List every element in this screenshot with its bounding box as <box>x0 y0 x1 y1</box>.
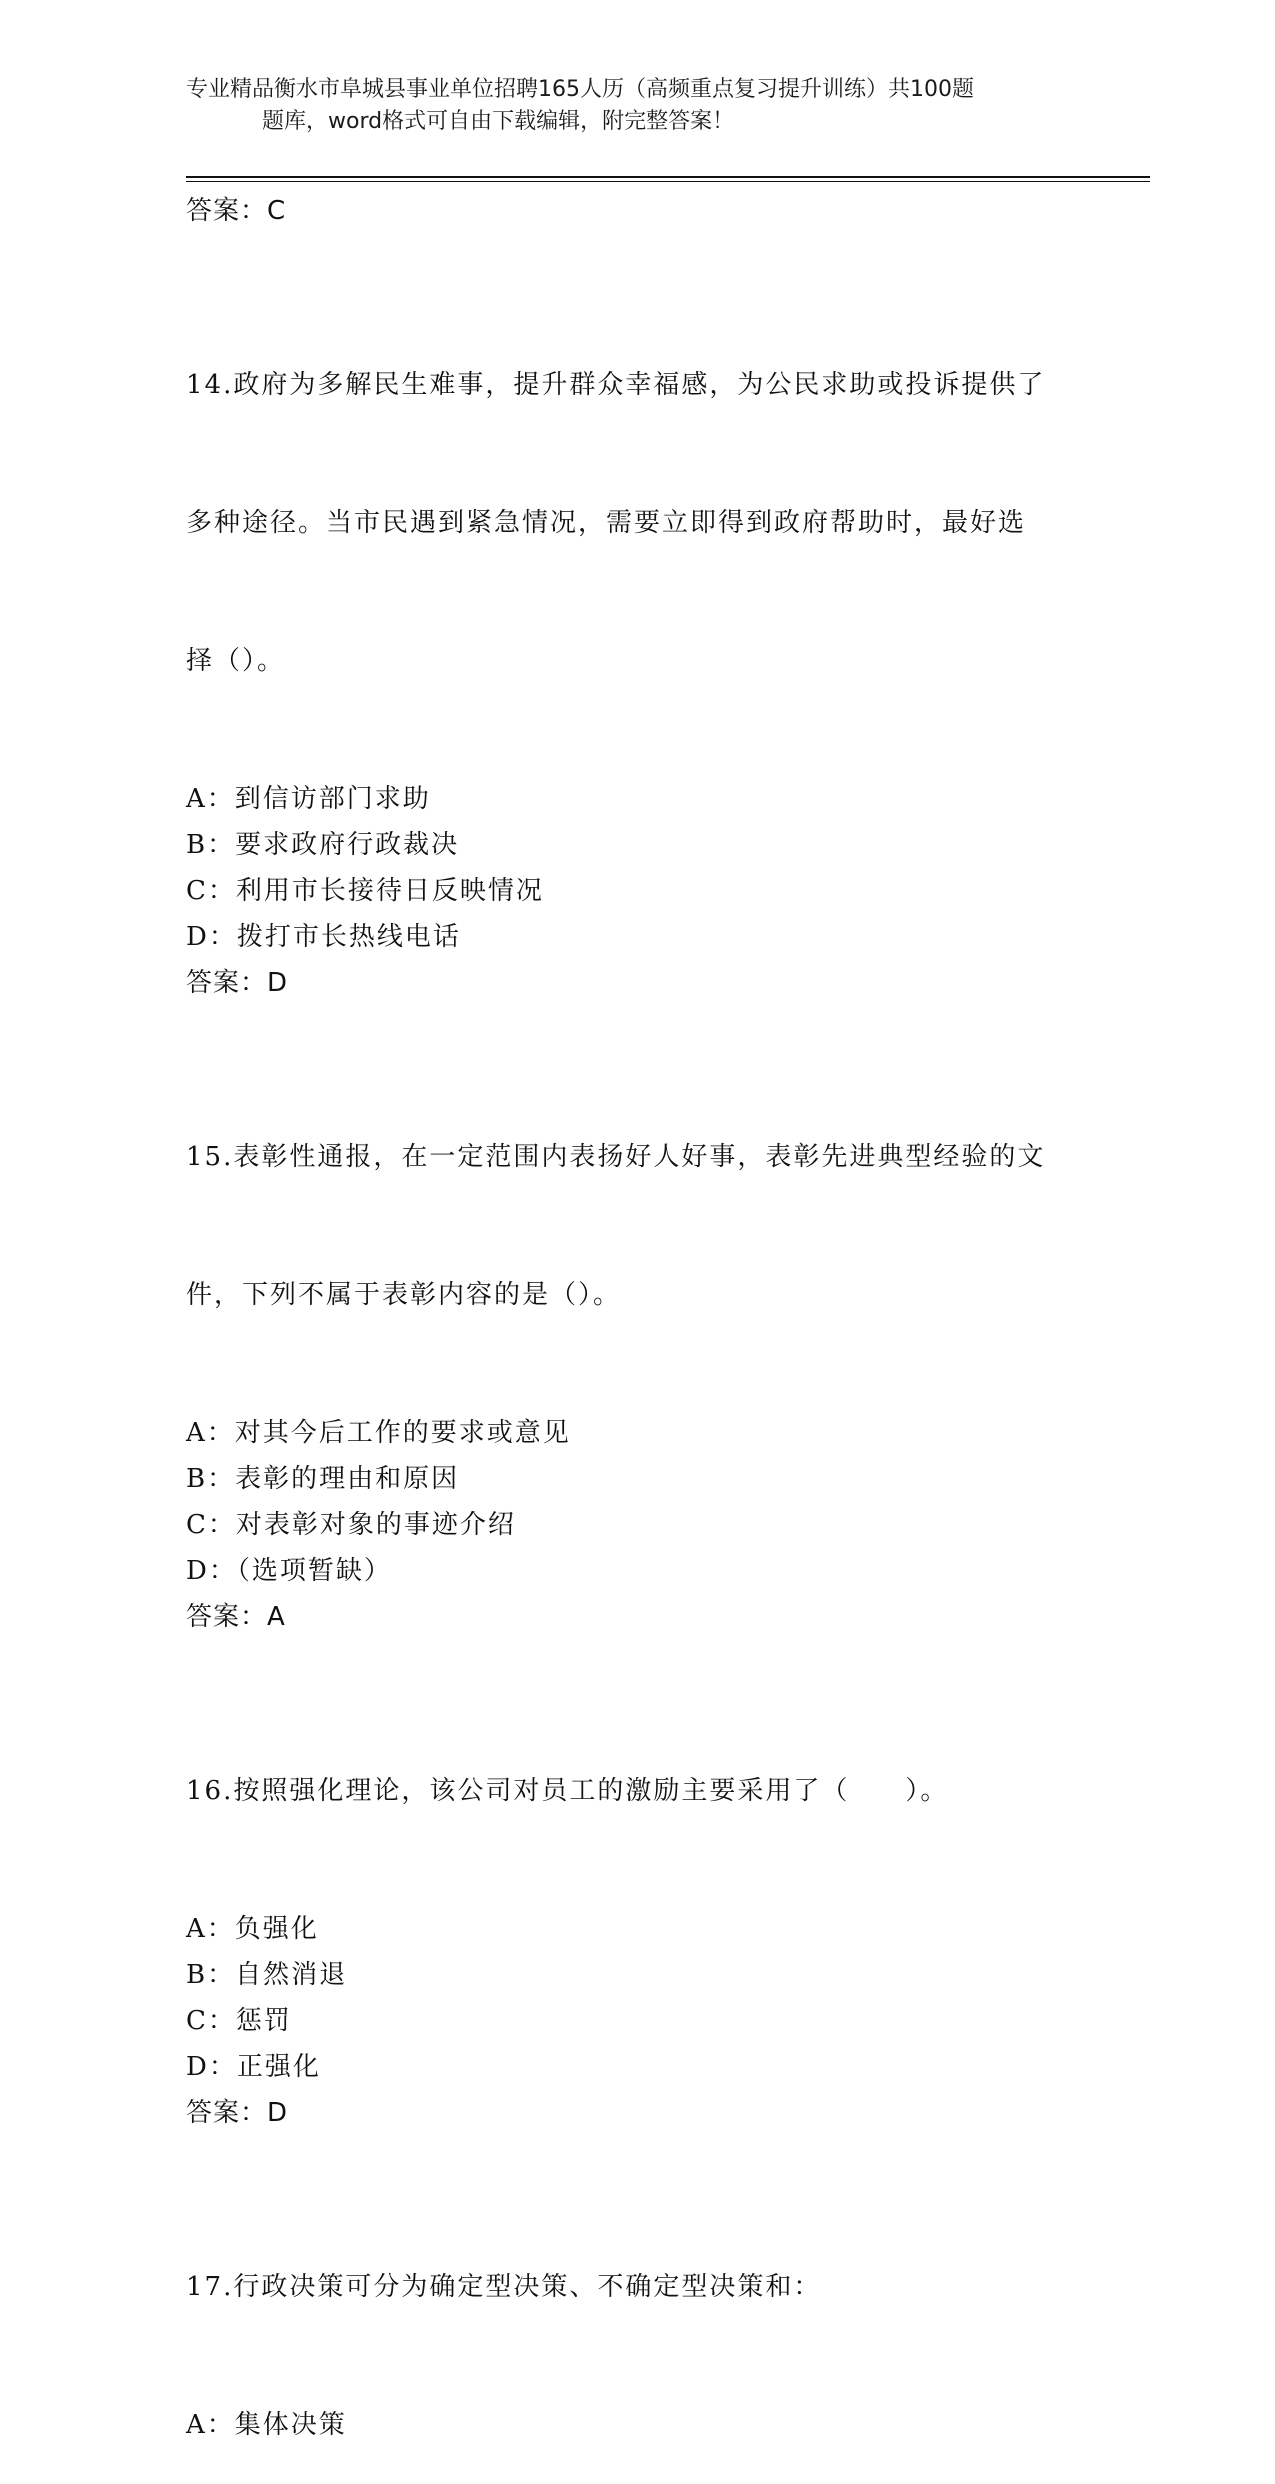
option-b: B：自然消退 <box>186 1960 348 1990</box>
option-a: A：集体决策 <box>186 2410 347 2440</box>
question-stem <box>186 2172 1086 2402</box>
stem-line: 多种途径。当市民遇到紧急情况，需要立即得到政府帮助时，最好选 <box>186 508 1027 538</box>
stem-line: 15.表彰性通报，在一定范围内表扬好人好事，表彰先进典型经验的文 <box>186 1142 1046 1172</box>
header-line-1: 专业精品衡水市阜城县事业单位招聘165人历（高频重点复习提升训练）共100题 <box>186 77 974 102</box>
option-d: D：正强化 <box>186 2052 321 2082</box>
answer-line: 答案：C <box>186 196 287 226</box>
option-a: A：负强化 <box>186 1914 319 1944</box>
option-b: B：要求政府行政裁决 <box>186 830 460 860</box>
header-line-2: 题库，word格式可自由下载编辑，附完整答案！ <box>262 109 735 134</box>
answer-line: 答案：D <box>186 968 289 998</box>
question-16 <box>186 1676 1086 2136</box>
option-a: A：对其今后工作的要求或意见 <box>186 1418 571 1448</box>
answer-line: 答案：A <box>186 1602 286 1632</box>
option-c: C：惩罚 <box>186 2006 292 2036</box>
option-b: B：表彰的理由和原因 <box>186 1464 460 1494</box>
header-rule-thick <box>186 176 1150 178</box>
header-rule-thin <box>186 181 1150 182</box>
stem-line: 择（）。 <box>186 646 286 676</box>
question-15 <box>186 1042 1086 1640</box>
stem-line: 16.按照强化理论，该公司对员工的激励主要采用了（ ）。 <box>186 1776 949 1806</box>
answer-line: 答案：D <box>186 2098 289 2128</box>
option-c: C：利用市长接待日反映情况 <box>186 876 544 906</box>
stem-line: 17.行政决策可分为确定型决策、不确定型决策和： <box>186 2272 822 2302</box>
question-14 <box>186 270 1086 1006</box>
document-header <box>186 74 1086 138</box>
option-c: C：对表彰对象的事迹介绍 <box>186 1510 516 1540</box>
stem-line: 件，下列不属于表彰内容的是（）。 <box>186 1280 622 1310</box>
question-stem <box>186 1042 1086 1410</box>
question-stem <box>186 1676 1086 1906</box>
stem-line: 14.政府为多解民生难事，提升群众幸福感，为公民求助或投诉提供了 <box>186 370 1046 400</box>
option-d: D：拨打市长热线电话 <box>186 922 461 952</box>
question-stem <box>186 270 1086 776</box>
question-17 <box>186 2172 1086 2448</box>
option-d: D：（选项暂缺） <box>186 1556 392 1586</box>
question-list <box>186 188 1086 2484</box>
option-a: A：到信访部门求助 <box>186 784 431 814</box>
